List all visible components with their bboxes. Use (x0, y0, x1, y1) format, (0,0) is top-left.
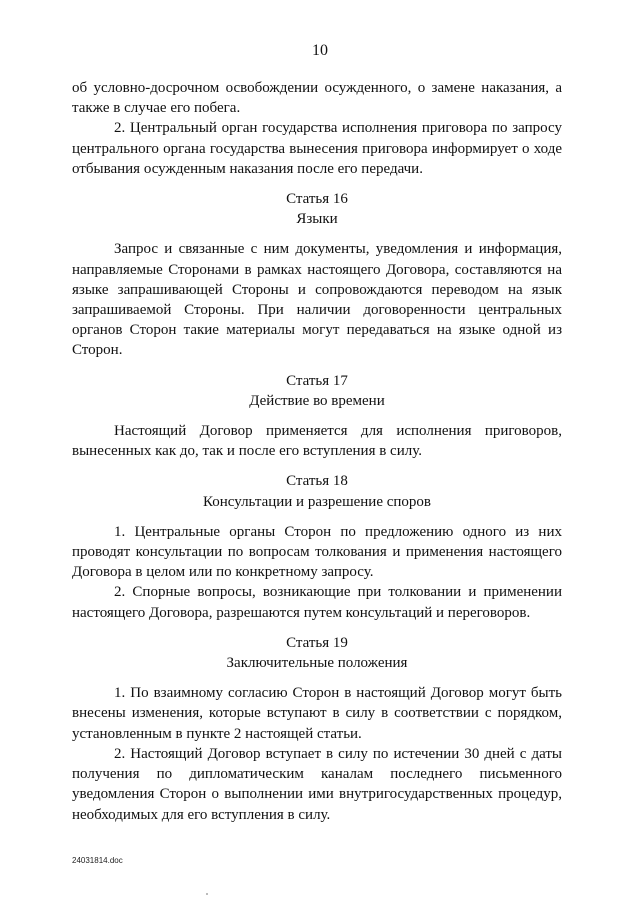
article-17 (72, 371, 562, 462)
article-16-number: Статья 16 (286, 191, 348, 208)
article-16 (72, 189, 562, 361)
article-18-number: Статья 18 (286, 473, 348, 490)
continued-paragraph: об условно-досрочном освобождении осужденного, о замене наказания, а также в случае его побега. (72, 80, 562, 117)
article-19-number: Статья 19 (286, 634, 348, 651)
paragraph-central-organ: 2. Центральный орган государства исполнения приговора по запросу центрального органа государства вынесения приговора информирует о ходе отбывания осужденным наказания после его передачи. (72, 120, 562, 177)
article-17-paragraph: Настоящий Договор применяется для исполнения приговоров, вынесенных как до, так и после его вступления в силу. (72, 423, 562, 460)
article-19-paragraph-2: 2. Настоящий Договор вступает в силу по истечении 30 дней с даты получения по дипломатическим каналам последнего письменного уведомления Сторон о выполнении ими внутригосударственных процедур, необходимых для его вступления в силу. (72, 745, 562, 823)
article-19-title: Заключительные положения (226, 655, 408, 672)
article-18-paragraph-2: 2. Спорные вопросы, возникающие при толковании и применении настоящего Договора, разрешаются путем консультаций и переговоров. (72, 584, 562, 621)
article-18 (72, 471, 562, 622)
article-17-title: Действие во времени (249, 392, 385, 409)
article-19-paragraph-1: 1. По взаимному согласию Сторон в настоящий Договор могут быть внесены изменения, которые вступают в силу в соответствии с порядком, установленным в пункте 2 настоящей статьи. (72, 685, 562, 742)
page-number: 10 (312, 42, 328, 59)
article-16-paragraph: Запрос и связанные с ним документы, уведомления и информация, направляемые Сторонами в рамках настоящего Договора, составляются на языке запрашивающей Стороны и сопровождаются переводом на язык запрашиваемой Стороны. При наличии договоренности центральных органов Сторон такие материалы могут передаваться на языке одной из Сторон. (72, 241, 562, 359)
article-18-title: Консультации и разрешение споров (202, 493, 432, 510)
article-17-number: Статья 17 (286, 372, 348, 389)
document-body (72, 78, 562, 825)
article-18-paragraph-1: 1. Центральные органы Сторон по предложению одного из них проводят консультации по вопросам толкования и применения настоящего Договора в целом или по конкретному запросу. (72, 523, 562, 581)
scan-speck (206, 893, 208, 895)
article-16-title: Языки (296, 211, 338, 228)
file-name-footer: 24031814.doc (72, 856, 123, 865)
article-19 (72, 633, 562, 825)
